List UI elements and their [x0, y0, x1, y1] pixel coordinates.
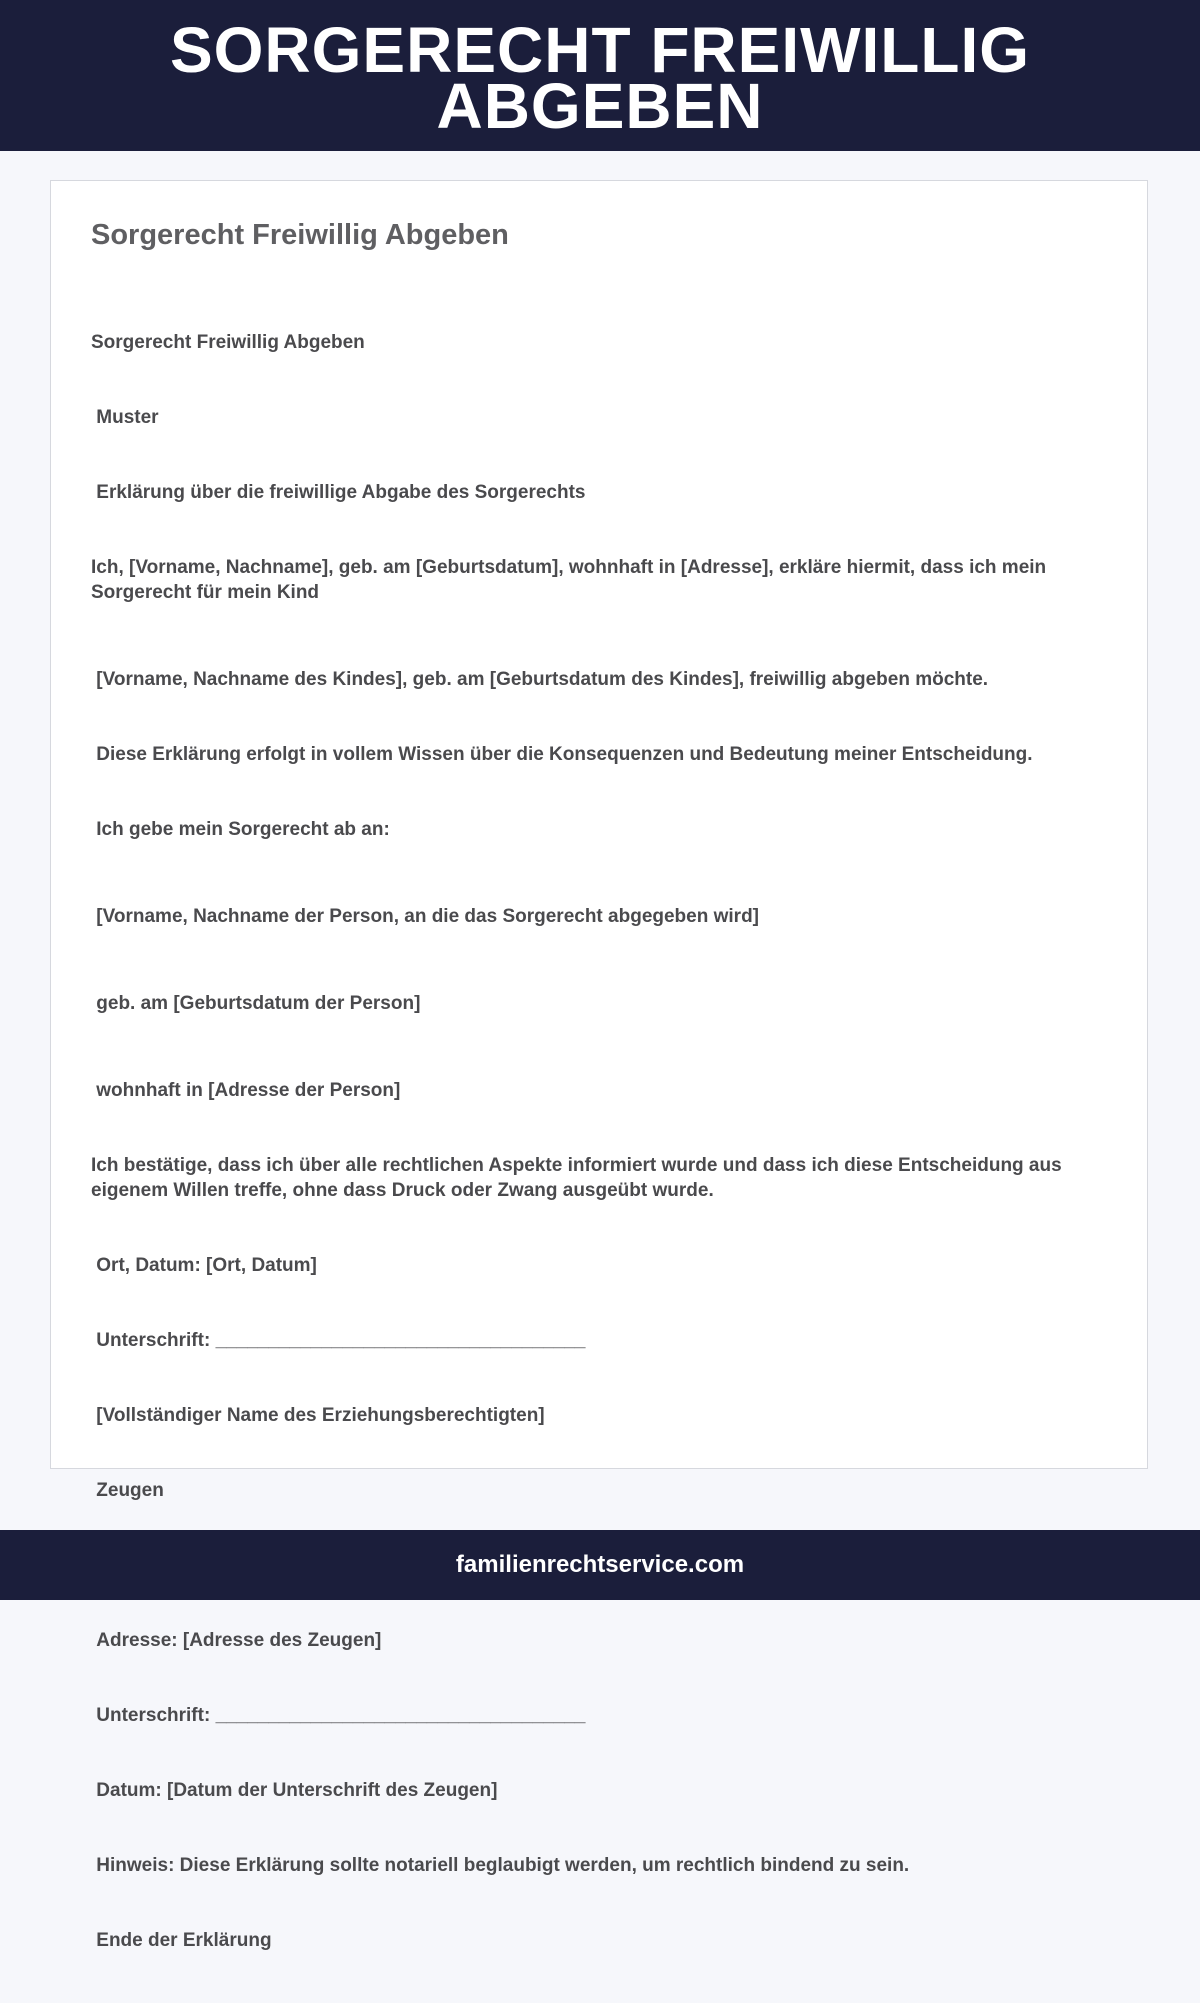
page-title: SORGERECHT FREIWILLIG ABGEBEN [169, 13, 1031, 142]
footer-site-name: familienrechtservice.com [455, 1551, 745, 1578]
document-line: Adresse: [Adresse des Zeugen] [91, 1630, 382, 1651]
page-header [0, 0, 1200, 151]
page-footer [0, 1530, 1200, 1600]
document-line: Ende der Erklärung [91, 1930, 272, 1951]
document-line: [Vorname, Nachname des Kindes], geb. am [Geburtsdatum des Kindes], freiwillig abgeben möchte. [91, 669, 989, 690]
document-line: wohnhaft in [Adresse der Person] [91, 1080, 401, 1101]
document-body [91, 280, 1101, 2003]
document-line: Ort, Datum: [Ort, Datum] [91, 1255, 317, 1276]
document-line: geb. am [Geburtsdatum der Person] [91, 993, 421, 1014]
document-line: Hinweis: Diese Erklärung sollte notariell beglaubigt werden, um rechtlich bindend zu sein. [91, 1855, 910, 1876]
document-line: [Vorname, Nachname der Person, an die das Sorgerecht abgegeben wird] [91, 906, 759, 927]
document-heading: Sorgerecht Freiwillig Abgeben [91, 219, 509, 251]
document-line: Zeugen [91, 1480, 164, 1501]
document-line: Ich gebe mein Sorgerecht ab an: [91, 819, 390, 840]
document-line: [Vollständiger Name des Erziehungsberechtigten] [91, 1405, 545, 1426]
document-line: Muster [91, 407, 159, 428]
document-line: Datum: [Datum der Unterschrift des Zeugen] [91, 1780, 498, 1801]
document-line: Ich bestätige, dass ich über alle rechtlichen Aspekte informiert wurde und dass ich diese Entscheidung aus eigenem Willen treffe, ohne dass Druck oder Zwang ausgeübt wurde. [91, 1155, 1067, 1201]
document-line: Diese Erklärung erfolgt in vollem Wissen über die Konsequenzen und Bedeutung meiner Entscheidung. [91, 744, 1033, 765]
document-line: Erklärung über die freiwillige Abgabe des Sorgerechts [91, 482, 586, 503]
signature-line: Unterschrift: ___________________________________ [91, 1705, 586, 1726]
document-line: Sorgerecht Freiwillig Abgeben [91, 332, 365, 353]
document-line: Ich, [Vorname, Nachname], geb. am [Geburtsdatum], wohnhaft in [Adresse], erkläre hiermit, dass ich mein Sorgerecht für mein Kind [91, 557, 1052, 603]
signature-line: Unterschrift: ___________________________________ [91, 1330, 586, 1351]
